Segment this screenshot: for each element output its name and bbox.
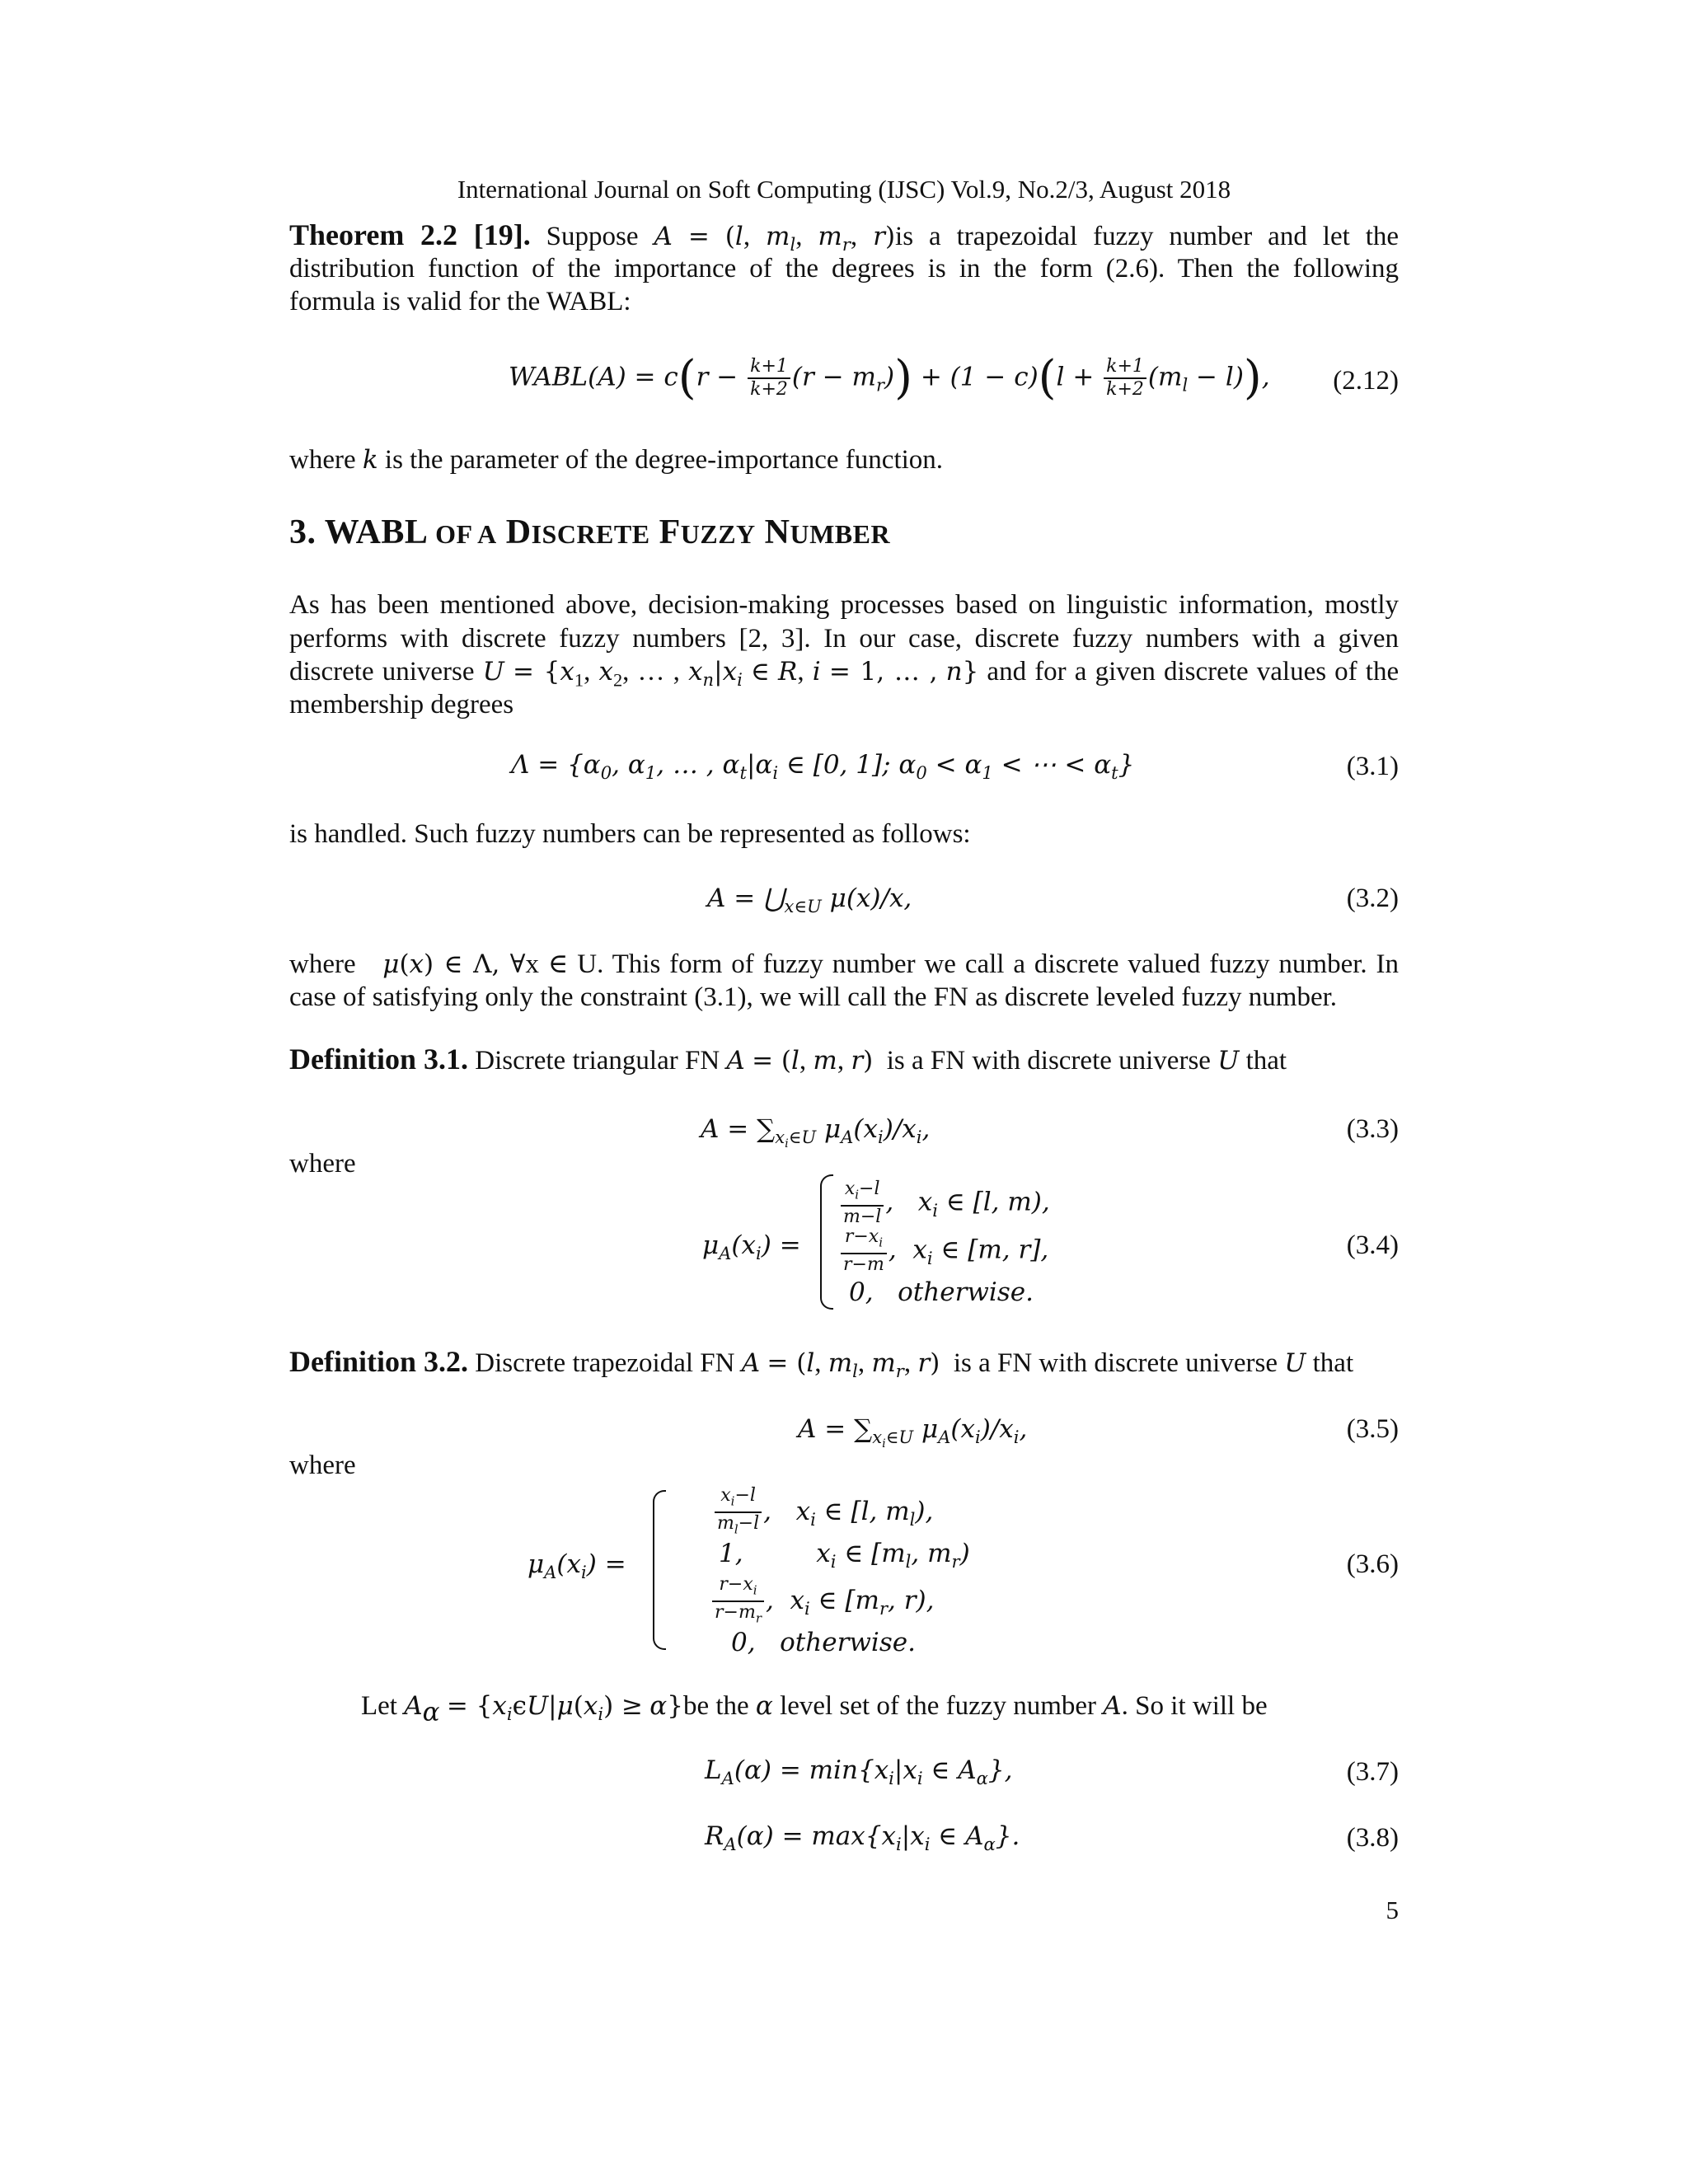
intro-line-4: membership degrees bbox=[289, 690, 514, 719]
where-para-line-1: where μ(x) ∈ Λ, ∀x ∈ U. This form of fuzzy number we call a discrete valued fuzzy number. In bbox=[289, 949, 1400, 979]
equation-3-3: $A = \sum_{x_i\in U}$ $\mu_A(x_i)/x_i$, bbox=[701, 1114, 931, 1151]
equation-3-6-case-2: 1, $x_i$ ∈ [$m_l$, $m_r$) bbox=[719, 1539, 970, 1572]
page-number: 5 bbox=[1386, 1896, 1399, 1924]
section-heading: 3. WABL OF A DISCRETE FUZZY NUMBER bbox=[289, 513, 891, 551]
equation-3-4-case-3: 0, otherwise. bbox=[849, 1277, 1034, 1307]
handled-text: is handled. Such fuzzy numbers can be represented as follows: bbox=[289, 819, 971, 849]
intro-line-1: As has been mentioned above, decision-making processes based on linguistic information, mostly bbox=[289, 590, 1399, 620]
equation-3-6-case-4: 0, otherwise. bbox=[731, 1628, 916, 1657]
equation-number-3-1: (3.1) bbox=[1346, 752, 1399, 781]
theorem-line-2: distribution function of the importance of the degrees is in the form (2.6). Then the following bbox=[289, 254, 1399, 284]
equation-number-3-3: (3.3) bbox=[1346, 1114, 1399, 1144]
equation-3-1: $\Lambda = \{\alpha_0$, $\alpha_1$, … , $\alpha_t|\alpha_i$ ∈ [0, 1]; $\alpha_0 < \alpha_1$ < ⋯ < $\alpha_t$} bbox=[511, 750, 1135, 784]
brace-3-6 bbox=[653, 1490, 666, 1650]
theorem-after-text: where k is the parameter of the degree-importance function. bbox=[289, 445, 944, 475]
definition-3-2-label: Definition 3.2. bbox=[289, 1345, 469, 1378]
where-label-1: where bbox=[289, 1149, 356, 1179]
equation-number-3-4: (3.4) bbox=[1346, 1230, 1399, 1260]
equation-3-6-case-3: $\frac{r-x_i}{r-m_r}$ , $x_i$ ∈ [$m_r$, r), bbox=[710, 1574, 935, 1629]
equation-3-6-case-1: $\frac{x_i-l}{m_l-l}$ , $x_i$ ∈ [l, $m_l$), bbox=[713, 1485, 933, 1540]
level-set-text: Let $A_\alpha = \{x_i\epsilon U|\mu(x_i) \ge \alpha\}be$ the α level set of the fuzzy number A. So it will be bbox=[361, 1691, 1268, 1727]
equation-number-3-6: (3.6) bbox=[1346, 1549, 1399, 1579]
equation-number-3-5: (3.5) bbox=[1346, 1414, 1399, 1444]
intro-line-3: discrete universe $U = \{x_1$, $x_2$, … , $x_n|x_i$ ∈ R, i = 1, … , n} and for a given discrete values of the bbox=[289, 657, 1400, 691]
where-label-2: where bbox=[289, 1451, 356, 1480]
equation-3-4-case-1: $\frac{x_i-l}{m-l}$ , $x_i$ ∈ [l, m), bbox=[839, 1179, 1050, 1228]
definition-3-1-label: Definition 3.1. bbox=[289, 1043, 469, 1076]
intro-line-2: performs with discrete fuzzy numbers [2, 3]. In our case, discrete fuzzy numbers with a given bbox=[289, 624, 1399, 654]
equation-3-4-lhs: $\mu_A(x_i)$ = bbox=[702, 1230, 801, 1264]
where-para-line-2: case of satisfying only the constraint (3.1), we will call the FN as discrete leveled fuzzy number. bbox=[289, 982, 1338, 1012]
theorem-label: Theorem 2.2 [19]. bbox=[289, 218, 531, 251]
equation-3-7: $L_A(\alpha) = \min\{x_i|x_i$ ∈ $A_\alpha$}, bbox=[705, 1755, 1013, 1789]
equation-2-12: WABL(A) = c(r − $\frac{k+1}{k+2}$ $(r - m_r)) + (1 - c)(l$ + $\frac{k+1}{k+2}$ $(m_l - l)$), bbox=[509, 351, 1270, 405]
equation-number-2-12: (2.12) bbox=[1333, 366, 1399, 396]
equation-number-3-8: (3.8) bbox=[1346, 1823, 1399, 1853]
equation-number-3-7: (3.7) bbox=[1346, 1757, 1399, 1787]
equation-3-2: $A = ⋃_{x\in U}$ μ(x)/x, bbox=[707, 883, 912, 917]
equation-3-6-lhs: $\mu_A(x_i)$ = bbox=[528, 1549, 626, 1583]
equation-3-8: $R_A(\alpha) = \max\{x_i|x_i$ ∈ $A_\alpha$}. bbox=[705, 1821, 1020, 1855]
brace-3-4 bbox=[820, 1174, 833, 1310]
theorem-line-3: formula is valid for the WABL: bbox=[289, 287, 631, 316]
running-header: International Journal on Soft Computing (IJSC) Vol.9, No.2/3, August 2018 bbox=[457, 175, 1231, 204]
equation-3-5: $A = \sum_{x_i\in U}$ $\mu_A(x_i)/x_i$, bbox=[798, 1414, 1028, 1451]
equation-number-3-2: (3.2) bbox=[1346, 883, 1399, 913]
definition-3-2: Definition 3.2. Discrete trapezoidal FN A = (l, $m_l$, $m_r$, r) is a FN with discrete universe U that bbox=[289, 1345, 1354, 1382]
theorem-line-1: Theorem 2.2 [19]. Suppose A = (l, $m_l$, $m_r$, r)is a trapezoidal fuzzy number and let the bbox=[289, 218, 1400, 255]
equation-3-4-case-2: $\frac{r-x_i}{r-m}$ , $x_i$ ∈ [m, r], bbox=[839, 1226, 1048, 1276]
definition-3-1: Definition 3.1. Discrete triangular FN A = (l, m, r) is a FN with discrete universe U that bbox=[289, 1043, 1287, 1076]
